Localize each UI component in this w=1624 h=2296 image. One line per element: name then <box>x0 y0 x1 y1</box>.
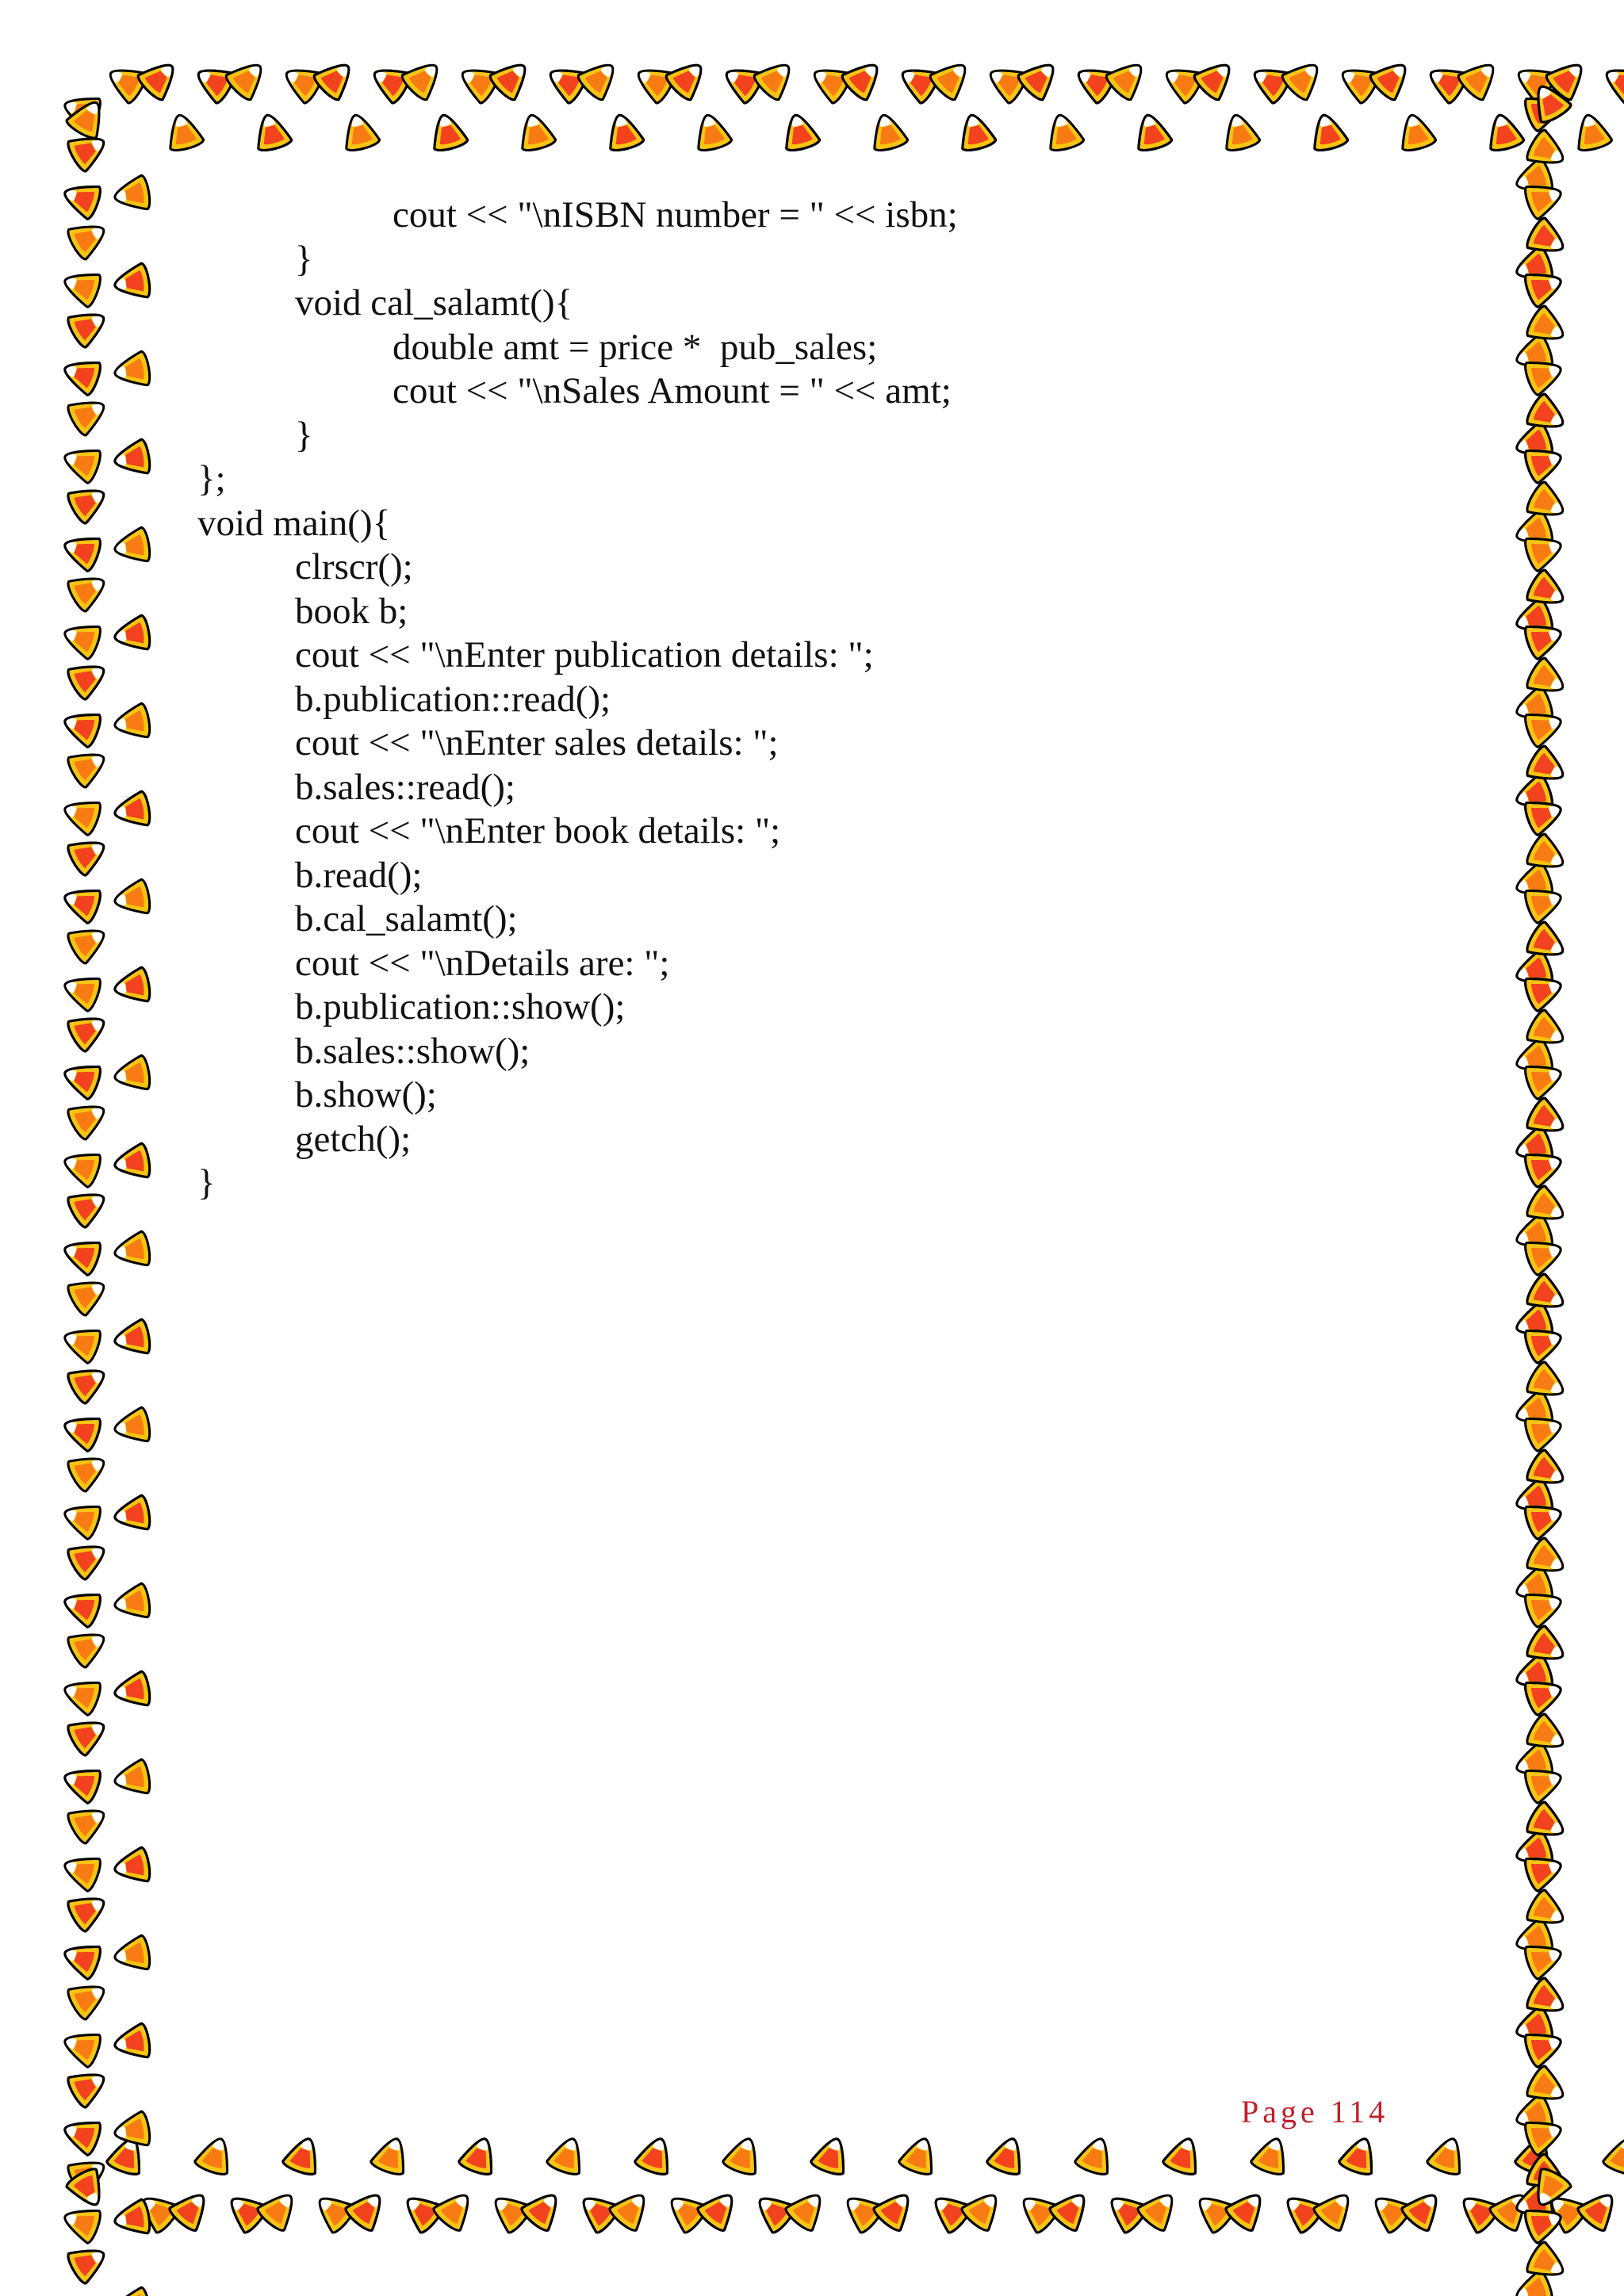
candy-corn-icon <box>400 54 448 102</box>
candy-corn-icon <box>224 54 272 102</box>
candy-corn-icon <box>1104 54 1152 102</box>
code-line: cout << "\nEnter sales details: "; <box>295 722 779 763</box>
candy-corn-icon <box>59 969 103 1012</box>
candy-corn-icon <box>112 1406 151 1446</box>
candy-corn-icon <box>576 54 624 102</box>
candy-corn-icon <box>193 2133 237 2177</box>
candy-corn-icon <box>59 793 103 836</box>
candy-corn-icon <box>59 1673 103 1716</box>
code-line: b.read(); <box>295 854 423 896</box>
candy-corn-icon <box>691 111 733 153</box>
candy-corn-icon <box>1219 111 1261 153</box>
code-line: cout << "\nSales Amount = " << amt; <box>393 370 952 411</box>
code-line: cout << "\nDetails are: "; <box>295 942 670 984</box>
candy-corn-icon <box>112 1934 151 1974</box>
candy-corn-icon <box>1312 2185 1360 2233</box>
code-line: b.show(); <box>295 1074 437 1115</box>
candy-corn-icon <box>959 2185 1008 2233</box>
code-line: b.cal_salamt(); <box>295 898 518 939</box>
candy-corn-icon <box>59 2025 103 2068</box>
candy-corn-icon <box>112 526 151 566</box>
candy-corn-icon <box>112 878 151 918</box>
page-number: Page 114 <box>1241 2094 1389 2130</box>
candy-corn-icon <box>65 567 112 614</box>
code-line: void main(){ <box>197 502 391 544</box>
code-line: b.sales::show(); <box>295 1030 530 1072</box>
candy-corn-icon <box>255 2185 304 2233</box>
candy-corn-icon <box>1136 2185 1184 2233</box>
candy-corn-icon <box>1280 54 1328 102</box>
candy-corn-icon <box>112 1582 151 1622</box>
code-line: } <box>295 238 313 280</box>
candy-corn-icon <box>370 2133 413 2177</box>
code-line: getch(); <box>295 1118 412 1160</box>
code-line: double amt = price * pub_sales; <box>393 326 878 368</box>
candy-corn-icon <box>59 1497 103 1540</box>
code-line: cout << "\nEnter book details: "; <box>295 810 781 851</box>
candy-corn-icon <box>65 1975 112 2022</box>
code-line: cout << "\nISBN number = " << isbn; <box>393 194 958 235</box>
code-line: }; <box>197 458 226 499</box>
candy-corn-icon <box>65 1095 112 1142</box>
candy-corn-icon <box>867 111 909 153</box>
candy-corn-icon <box>1074 2133 1117 2177</box>
candy-corn-icon <box>65 919 112 966</box>
candy-corn-icon <box>65 391 112 438</box>
code-line: b.publication::show(); <box>295 986 626 1027</box>
candy-corn-icon <box>607 2185 656 2233</box>
candy-corn-icon <box>112 350 151 390</box>
candy-corn-icon <box>898 2133 941 2177</box>
code-line: void cal_salamt(){ <box>295 282 573 323</box>
candy-corn-icon <box>752 54 800 102</box>
candy-corn-icon <box>1395 111 1437 153</box>
candy-corn-icon <box>65 743 112 790</box>
candy-corn-icon <box>112 702 151 742</box>
code-listing <box>197 193 958 1206</box>
candy-corn-icon <box>1571 111 1613 153</box>
candy-corn-icon <box>546 2133 589 2177</box>
candy-corn-icon <box>112 2286 151 2296</box>
candy-corn-icon <box>1602 2133 1624 2177</box>
candy-corn-icon <box>59 1321 103 1364</box>
code-line: b.sales::read(); <box>295 766 515 808</box>
candy-corn-icon <box>59 617 103 660</box>
code-line: cout << "\nEnter publication details: "; <box>295 634 874 675</box>
code-line: } <box>197 1162 216 1203</box>
candy-corn-icon <box>431 2185 480 2233</box>
candy-corn-icon <box>112 174 151 214</box>
candy-corn-icon <box>59 265 103 308</box>
candy-corn-icon <box>1456 54 1504 102</box>
candy-corn-icon <box>112 1230 151 1270</box>
candy-corn-icon <box>339 111 381 153</box>
candy-corn-icon <box>59 441 103 484</box>
candy-corn-icon <box>163 111 205 153</box>
candy-corn-icon <box>65 1447 112 1494</box>
candy-corn-icon <box>65 1799 112 1846</box>
candy-corn-icon <box>65 1271 112 1318</box>
candy-corn-icon <box>65 215 112 262</box>
code-line: } <box>295 414 313 456</box>
candy-corn-icon <box>59 1145 103 1188</box>
code-line: b.publication::read(); <box>295 678 611 720</box>
candy-corn-icon <box>1250 2133 1293 2177</box>
candy-corn-icon <box>1426 2133 1469 2177</box>
candy-corn-icon <box>59 1849 103 1892</box>
candy-corn-icon <box>112 1758 151 1798</box>
code-line: book b; <box>295 590 408 632</box>
candy-corn-icon <box>515 111 557 153</box>
candy-corn-icon <box>1043 111 1085 153</box>
candy-corn-icon <box>928 54 976 102</box>
candy-corn-icon <box>783 2185 832 2233</box>
candy-corn-icon <box>65 1623 112 1670</box>
candy-corn-icon <box>722 2133 765 2177</box>
candy-corn-icon <box>112 1054 151 1094</box>
candy-corn-icon <box>59 2201 103 2244</box>
code-line: clrscr(); <box>295 546 413 587</box>
